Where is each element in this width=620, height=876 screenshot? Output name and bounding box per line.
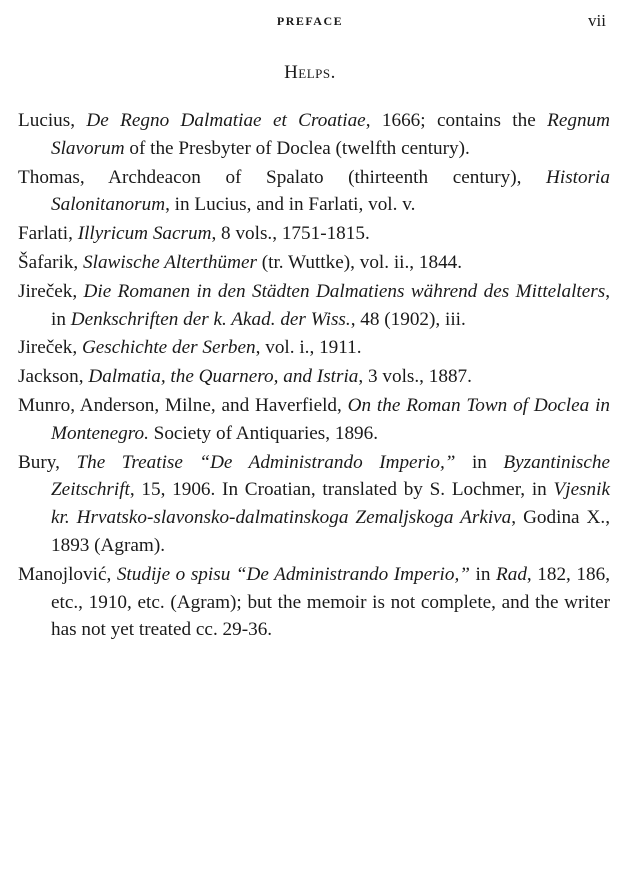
entry-text: Lucius, (18, 110, 87, 131)
bibliography-entry-jirecek-serben (18, 334, 610, 362)
entry-title-text: Denkschriften der k. Akad. der Wiss. (70, 308, 351, 330)
bibliography-entry-safarik (18, 249, 610, 277)
entry-text: Šafarik, (18, 251, 84, 273)
entry-text: of the Presbyter of Doclea (twelfth century). (124, 137, 470, 159)
entry-text: , 182, 186, etc., 1910, etc. (Agram); but the memoir is not complete, and the writer has not yet treated cc. 29-36. (51, 563, 610, 641)
entry-text: in (455, 451, 504, 473)
entry-text: Jireček, (18, 337, 82, 359)
entry-title-text: Illyricum Sacrum (77, 223, 212, 245)
entry-title-text: On the Roman Town of Doclea in Montenegro. (51, 394, 610, 444)
entry-text: , 48 (1902), iii. (350, 308, 466, 330)
entry-text: , in Lucius, and in Farlati, vol. v. (165, 194, 416, 216)
entry-text: Farlati, (18, 223, 78, 245)
entry-text: (tr. Wuttke), vol. ii., 1844. (256, 251, 463, 273)
entry-text: Society of Antiquaries, 1896. (148, 422, 379, 444)
entry-text: , 1666; contains the (365, 110, 548, 131)
entry-title-text: Byzantinische Zeitschrift (51, 451, 610, 501)
entry-text: , Godina X., 1893 (Agram). (51, 507, 611, 556)
page-number: vii (588, 11, 606, 30)
bibliography-entry-manojlovic (18, 561, 610, 644)
entry-text: Munro, Anderson, Milne, and Haverfield, (18, 394, 348, 416)
entry-text: , vol. i., 1911. (255, 337, 362, 359)
entry-title-text: Historia Salonitanorum (51, 166, 610, 216)
running-head (0, 11, 620, 36)
bibliography-entry-lucius (18, 107, 610, 163)
entry-text: , 3 vols., 1887. (358, 366, 472, 388)
entry-text: Jireček, (18, 280, 84, 302)
bibliography-entry-jackson (18, 363, 610, 391)
entry-title-text: Regnum Slavorum (51, 110, 610, 159)
entry-text: Manojlović, (18, 563, 117, 585)
entry-text: , in (51, 280, 610, 330)
bibliography-entry-farlati (18, 220, 610, 248)
entry-text: Bury, (18, 451, 77, 473)
entry-title-text: Studije o spisu “De Administrando Imperio,” (116, 563, 470, 585)
bibliography-entry-bury (18, 449, 610, 560)
entry-title-text: Dalmatia, the Quarnero, and Istria (88, 366, 359, 388)
bibliography-entry-thomas (18, 164, 610, 220)
entry-title-text: Vjesnik kr. Hrvatsko-slavonsko-dalmatinskoga Zemaljskoga Arkiva (51, 479, 610, 529)
entry-title-text: Rad (496, 563, 527, 585)
entry-title-text: Geschichte der Serben (81, 337, 256, 359)
entry-text: Thomas, Archdeacon of Spalato (thirteenth century), (18, 166, 547, 188)
entry-text: , 8 vols., 1751-1815. (211, 223, 370, 245)
entry-title-text: De Regno Dalmatiae et Croatiae (86, 110, 366, 131)
entry-title-text: Die Romanen in den Städten Dalmatiens während des Mittelalters (83, 280, 606, 302)
bibliography-entry-jirecek-romanen (18, 278, 610, 334)
entry-title-text: Slawische Alterthümer (83, 251, 257, 273)
bibliography-list (18, 107, 610, 645)
bibliography-entry-munro (18, 392, 610, 448)
entry-text: in (469, 563, 496, 585)
entry-text: Jackson, (18, 366, 89, 388)
entry-title-text: The Treatise “De Administrando Imperio,” (76, 451, 456, 473)
entry-text: , 15, 1906. In Croatian, translated by S. Lochmer, in (129, 479, 554, 501)
section-heading: Helps. (284, 62, 336, 83)
running-title: PREFACE (276, 14, 344, 28)
